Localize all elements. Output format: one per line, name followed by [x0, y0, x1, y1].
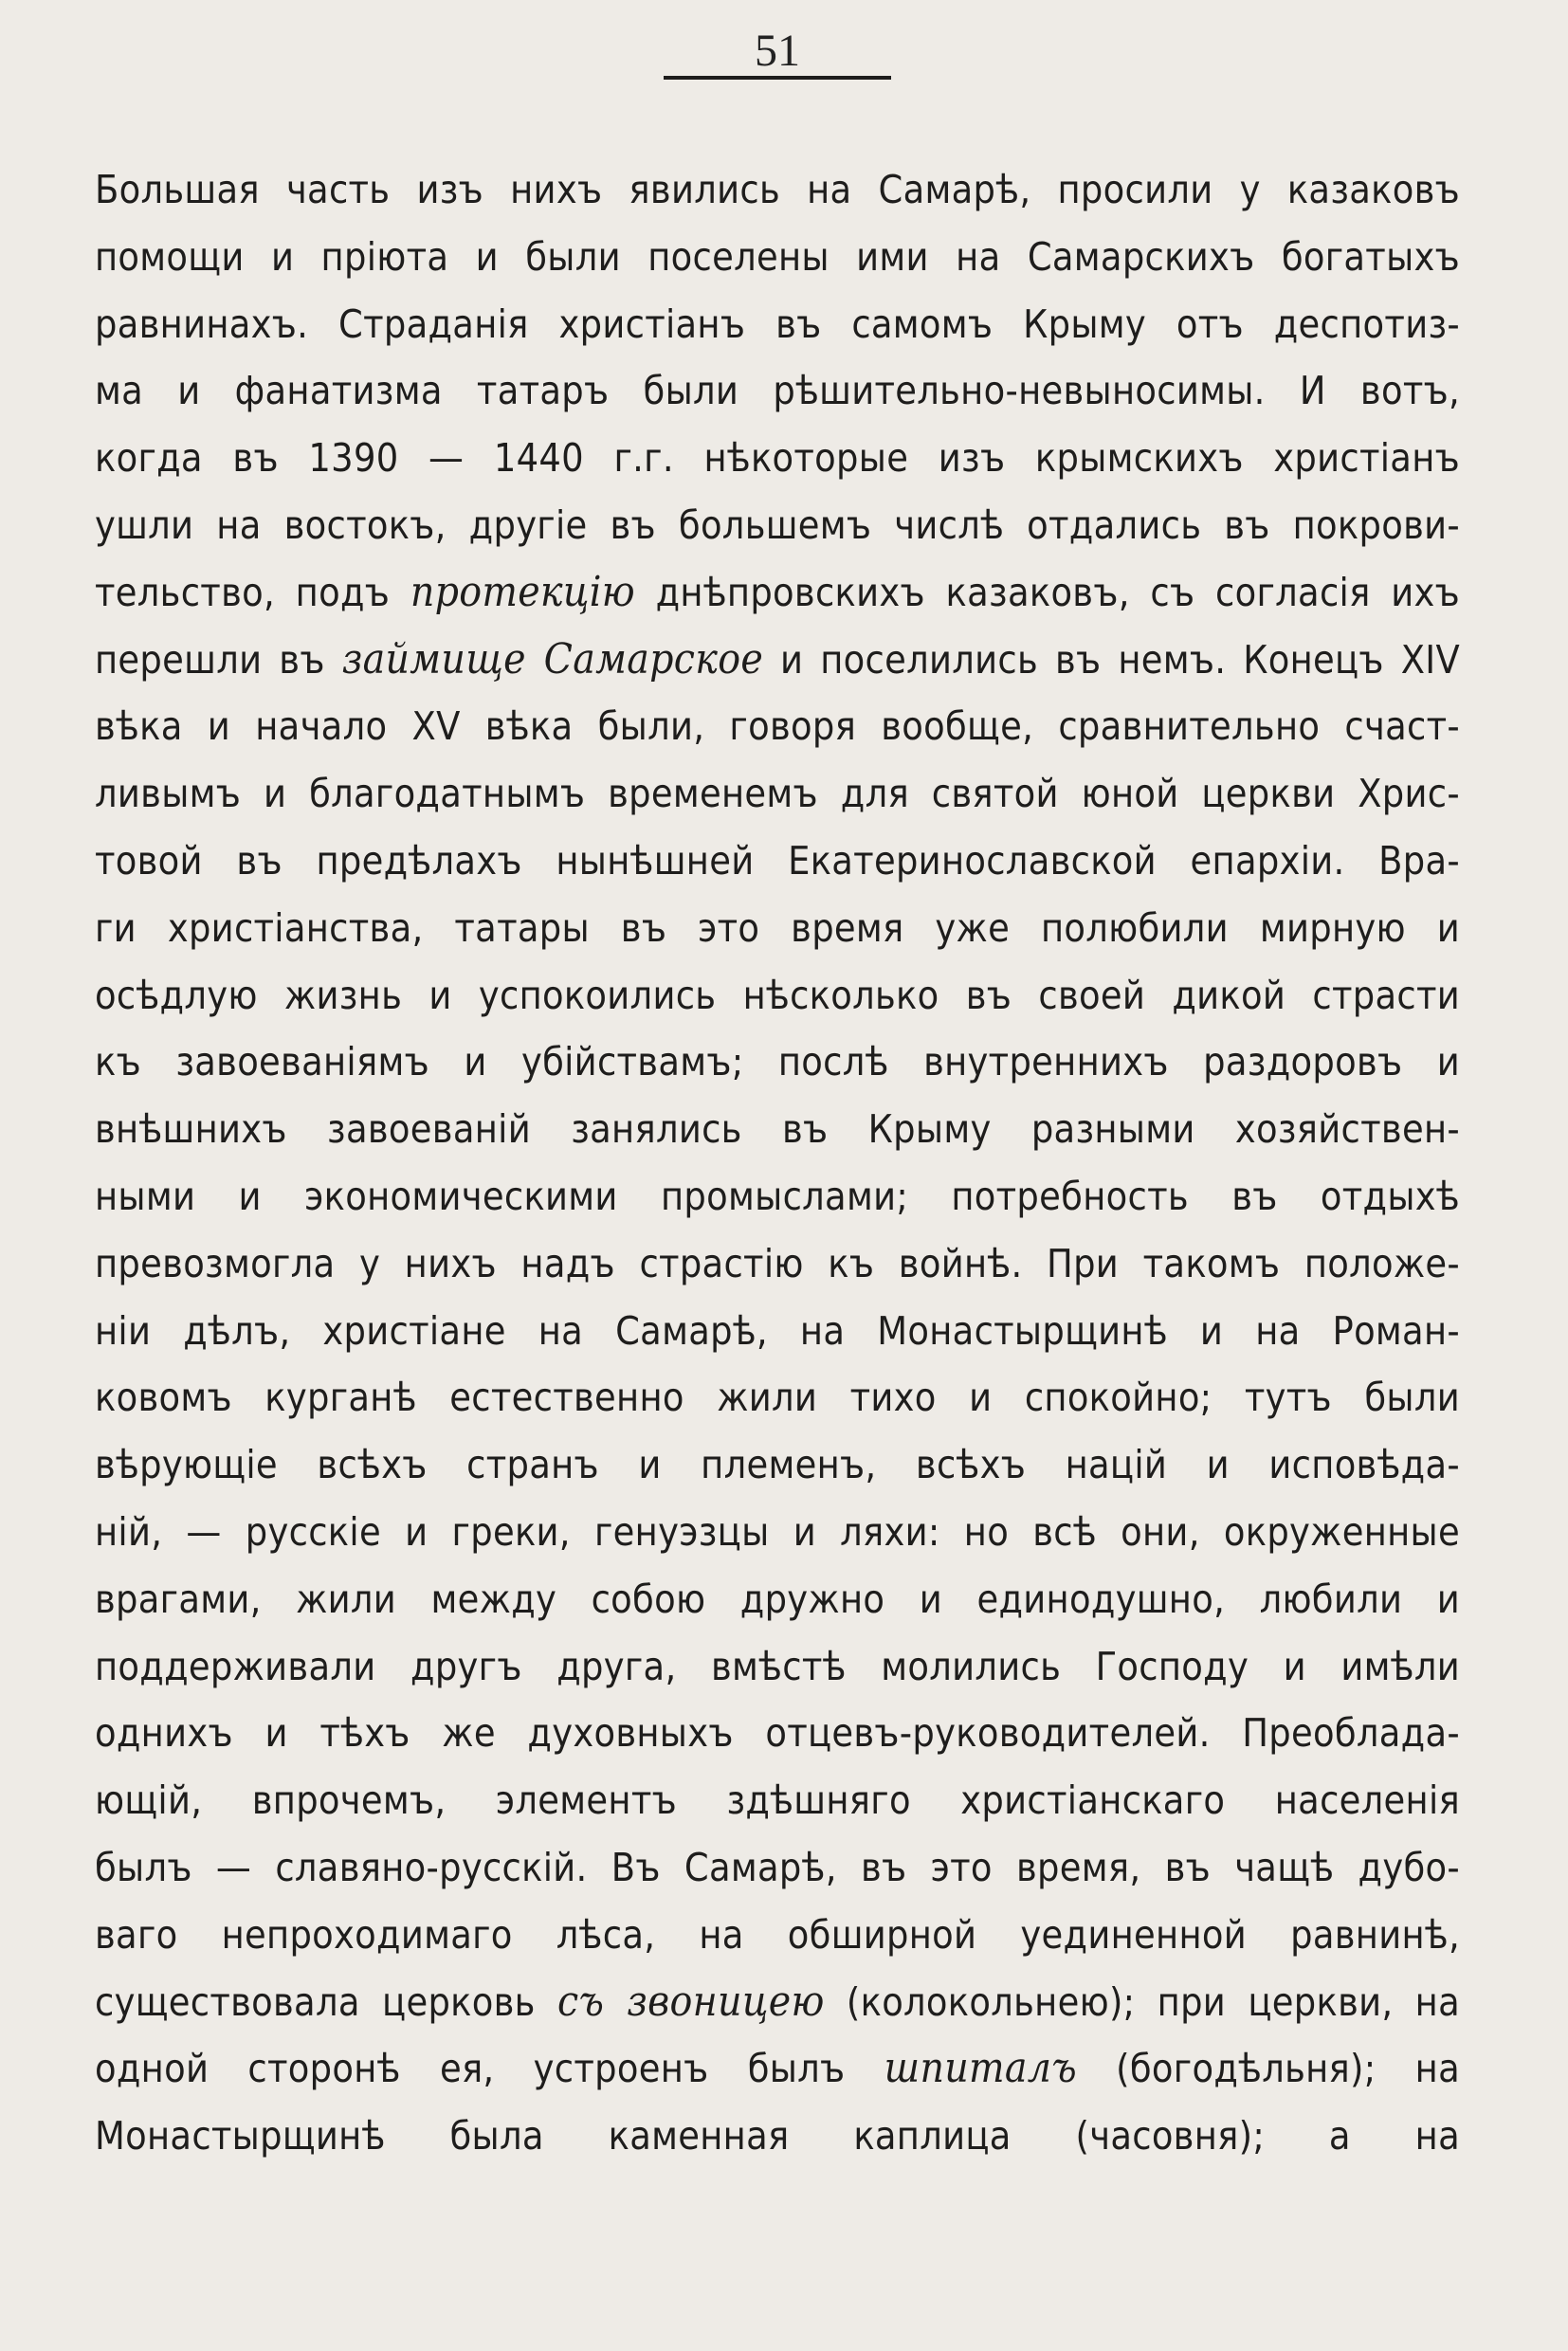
- text-segment: когда въ 1390 — 1440 г.г. нѣкоторые изъ крымскихъ христiанъ: [95, 435, 1460, 482]
- text-line: [95, 357, 1460, 425]
- page-number-rule: [664, 76, 891, 80]
- text-line: [95, 1364, 1460, 1431]
- text-segment: (богодѣльня); на: [1076, 2046, 1460, 2092]
- italic-phrase: протекцiю: [410, 567, 635, 616]
- text-line: [95, 693, 1460, 760]
- text-line: [95, 1633, 1460, 1701]
- text-line: [95, 1834, 1460, 1902]
- text-segment: ги христiанства, татары въ это время уже полюбили мирную и: [95, 904, 1460, 951]
- text-segment: ковомъ курганѣ естественно жили тихо и спокойно; тутъ были: [95, 1375, 1460, 1421]
- text-line: [95, 962, 1460, 1030]
- text-line: [95, 492, 1460, 559]
- text-segment: ющiй, впрочемъ, элементъ здѣшняго христiанскаго населенiя: [95, 1777, 1460, 1824]
- text-segment: днѣпровскихъ казаковъ, съ согласiя ихъ: [634, 569, 1460, 615]
- text-segment: и поселились въ немъ. Конецъ XIV: [763, 636, 1461, 683]
- text-segment: существовала церковь: [95, 1978, 557, 2025]
- text-segment: превозмогла у нихъ надъ страстiю къ войнѣ. При такомъ положе-: [95, 1240, 1460, 1286]
- text-line: [95, 828, 1460, 895]
- italic-phrase: шпиталъ: [884, 2044, 1077, 2093]
- text-segment: ваго непроходимаго лѣса, на обширной уединенной равнинѣ,: [95, 1911, 1460, 1958]
- text-line: [95, 760, 1460, 828]
- text-segment: осѣдлую жизнь и успокоились нѣсколько въ своей дикой страсти: [95, 972, 1460, 1018]
- text-segment: врагами, жили между собою дружно и единодушно, любили и: [95, 1576, 1460, 1622]
- text-segment: ными и экономическими промыслами; потребность въ отдыхѣ: [95, 1173, 1460, 1219]
- text-line: [95, 895, 1460, 962]
- text-line: [95, 1969, 1460, 2036]
- text-segment: равнинахъ. Страданiя христiанъ въ самомъ Крыму отъ деспотиз-: [95, 301, 1460, 347]
- text-segment: одной сторонѣ ея, устроенъ былъ: [95, 2046, 884, 2092]
- text-segment: помощи и прiюта и были поселены ими на Самарскихъ богатыхъ: [95, 233, 1460, 280]
- text-segment: къ завоеванiямъ и убiйствамъ; послѣ внутреннихъ раздоровъ и: [95, 1039, 1460, 1085]
- text-line: [95, 1029, 1460, 1096]
- text-line: [95, 156, 1460, 224]
- text-segment: тельство, подъ: [95, 569, 410, 615]
- body-text: [95, 156, 1460, 2170]
- text-segment: поддерживали другъ друга, вмѣстѣ молились Господу и имѣли: [95, 1643, 1460, 1689]
- text-segment: перешли въ: [95, 636, 342, 683]
- text-segment: Монастырщинѣ была каменная каплица (часовня); а на: [95, 2113, 1460, 2160]
- text-line: [95, 1700, 1460, 1767]
- text-segment: товой въ предѣлахъ нынѣшней Екатеринославской епархiи. Вра-: [95, 837, 1460, 884]
- text-line: [95, 1767, 1460, 1834]
- text-segment: ма и фанатизма татаръ были рѣшительно-невыносимы. И вотъ,: [95, 368, 1460, 414]
- text-line: [95, 1096, 1460, 1163]
- text-segment: нiй, — русскiе и греки, генуэзцы и ляхи: но всѣ они, окруженные: [95, 1508, 1460, 1555]
- text-line: [95, 627, 1460, 694]
- text-segment: (колокольнею); при церкви, на: [824, 1978, 1460, 2025]
- text-line: [95, 224, 1460, 291]
- text-line: [95, 2103, 1460, 2170]
- text-line: [95, 291, 1460, 358]
- text-line: [95, 1230, 1460, 1298]
- italic-phrase: съ звоницею: [556, 1977, 825, 2026]
- text-line: [95, 1163, 1460, 1230]
- text-segment: былъ — славяно-русскiй. Въ Самарѣ, въ это время, въ чащѣ дубо-: [95, 1844, 1460, 1890]
- page-number: 51: [755, 26, 800, 76]
- text-line: [95, 1298, 1460, 1365]
- text-segment: однихъ и тѣхъ же духовныхъ отцевъ-руководителей. Преоблада-: [95, 1710, 1460, 1757]
- text-segment: ушли на востокъ, другiе въ большемъ числѣ отдались въ покрови-: [95, 501, 1460, 548]
- italic-phrase: займище Самарское: [341, 634, 764, 683]
- text-segment: Большая часть изъ нихъ явились на Самарѣ, просили у казаковъ: [95, 167, 1460, 212]
- text-segment: вѣка и начало XV вѣка были, говоря вообще, сравнительно счаст-: [95, 703, 1460, 750]
- text-line: [95, 1431, 1460, 1499]
- text-segment: вѣрующiе всѣхъ странъ и племенъ, всѣхъ нацiй и исповѣда-: [95, 1442, 1460, 1488]
- text-line: [95, 1499, 1460, 1566]
- text-line: [95, 425, 1460, 492]
- text-line: [95, 1566, 1460, 1633]
- text-segment: ливымъ и благодатнымъ временемъ для святой юной церкви Хрис-: [95, 771, 1460, 817]
- text-line: [95, 559, 1460, 627]
- text-line: [95, 2035, 1460, 2103]
- text-line: [95, 1902, 1460, 1969]
- text-segment: нiи дѣлъ, христiане на Самарѣ, на Монастырщинѣ и на Роман-: [95, 1307, 1460, 1354]
- text-segment: внѣшнихъ завоеванiй занялись въ Крыму разными хозяйствен-: [95, 1106, 1460, 1153]
